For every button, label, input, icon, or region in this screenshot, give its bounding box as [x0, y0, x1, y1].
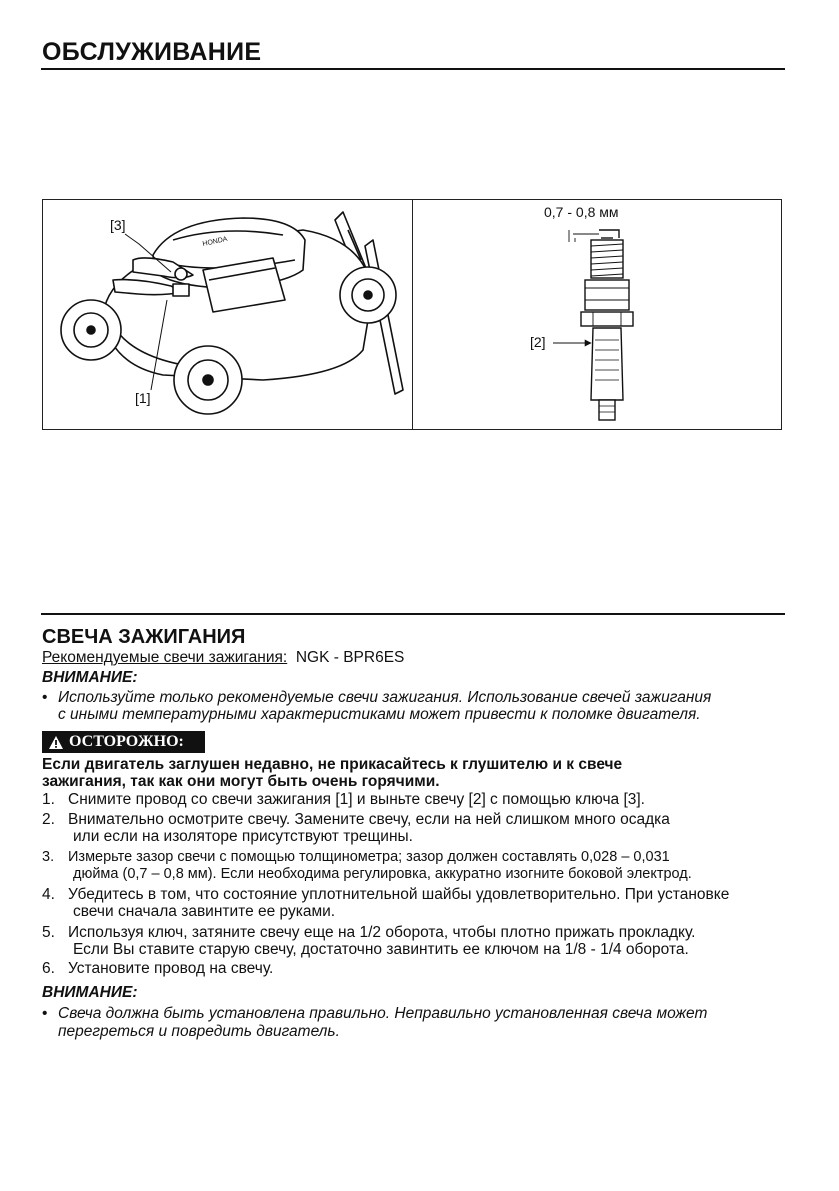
notice-2-line-2: перегреться и повредить двигатель. [58, 1023, 340, 1040]
notice-1-heading: ВНИМАНИЕ: [42, 669, 138, 686]
caution-line-1: Если двигатель заглушен недавно, не прикасайтесь к глушителю и к свече [42, 756, 623, 773]
step-2-line-2: или если на изоляторе присутствуют трещины. [73, 828, 413, 845]
step-5-line-1: Используя ключ, затяните свечу еще на 1/2 оборота, чтобы плотно прижать прокладку. [68, 924, 696, 941]
caution-badge [42, 731, 205, 753]
notice-1-bullet: • [42, 689, 48, 706]
recommended-line [42, 649, 404, 666]
notice-2-bullet: • [42, 1005, 48, 1022]
page-title: ОБСЛУЖИВАНИЕ [42, 38, 262, 66]
section-title: СВЕЧА ЗАЖИГАНИЯ [42, 626, 246, 648]
notice-1-line-2: с иными температурными характеристиками может привести к поломке двигателя. [58, 706, 701, 723]
step-6-line-1: Установите провод на свечу. [68, 960, 274, 977]
warning-icon [48, 735, 64, 750]
notice-1-line-1: Используйте только рекомендуемые свечи зажигания. Использование свечей зажигания [58, 689, 712, 706]
caution-line-2: зажигания, так как они могут быть очень горячими. [42, 773, 440, 790]
mower-illustration [43, 200, 413, 429]
header-rule [41, 68, 785, 70]
step-3-line-2: дюйма (0,7 – 0,8 мм). Если необходима регулировка, аккуратно изогните боковой электрод. [73, 866, 692, 882]
step-1-num: 1. [42, 791, 55, 808]
step-3-num: 3. [42, 849, 55, 865]
recommended-value: NGK - BPR6ES [295, 649, 405, 666]
step-4-line-2: свечи сначала завинтите ее руками. [73, 903, 336, 920]
gap-label: 0,7 - 0,8 мм [544, 204, 619, 220]
notice-2-heading: ВНИМАНИЕ: [42, 984, 138, 1001]
step-1-line-1: Снимите провод со свечи зажигания [1] и выньте свечу [2] с помощью ключа [3]. [68, 791, 645, 808]
recommended-label: Рекомендуемые свечи зажигания: [42, 649, 288, 666]
caution-label: ОСТОРОЖНО: [69, 733, 184, 750]
step-2-line-1: Внимательно осмотрите свечу. Замените свечу, если на ней слишком много осадка [68, 811, 670, 828]
step-6-num: 6. [42, 960, 55, 977]
step-4-line-1: Убедитесь в том, что состояние уплотнительной шайбы удовлетворительно. При установке [68, 886, 730, 903]
step-3-line-1: Измерьте зазор свечи с помощью толщинометра; зазор должен составлять 0,028 – 0,031 [68, 849, 670, 865]
spark-plug-illustration [413, 200, 781, 429]
section-rule [41, 613, 785, 615]
step-5-num: 5. [42, 924, 55, 941]
step-2-num: 2. [42, 811, 55, 828]
step-4-num: 4. [42, 886, 55, 903]
brand-label: HONDA [201, 235, 229, 248]
callout-1: [1] [135, 390, 151, 406]
notice-2-line-1: Свеча должна быть установлена правильно. Неправильно установленная свеча может [58, 1005, 708, 1022]
step-5-line-2: Если Вы ставите старую свечу, достаточно завинтить ее ключом на 1/8 - 1/4 оборота. [73, 941, 689, 958]
figure-spark-plug [412, 199, 782, 430]
callout-2: [2] [530, 334, 546, 350]
figure-mower [42, 199, 414, 430]
callout-3: [3] [110, 217, 126, 233]
